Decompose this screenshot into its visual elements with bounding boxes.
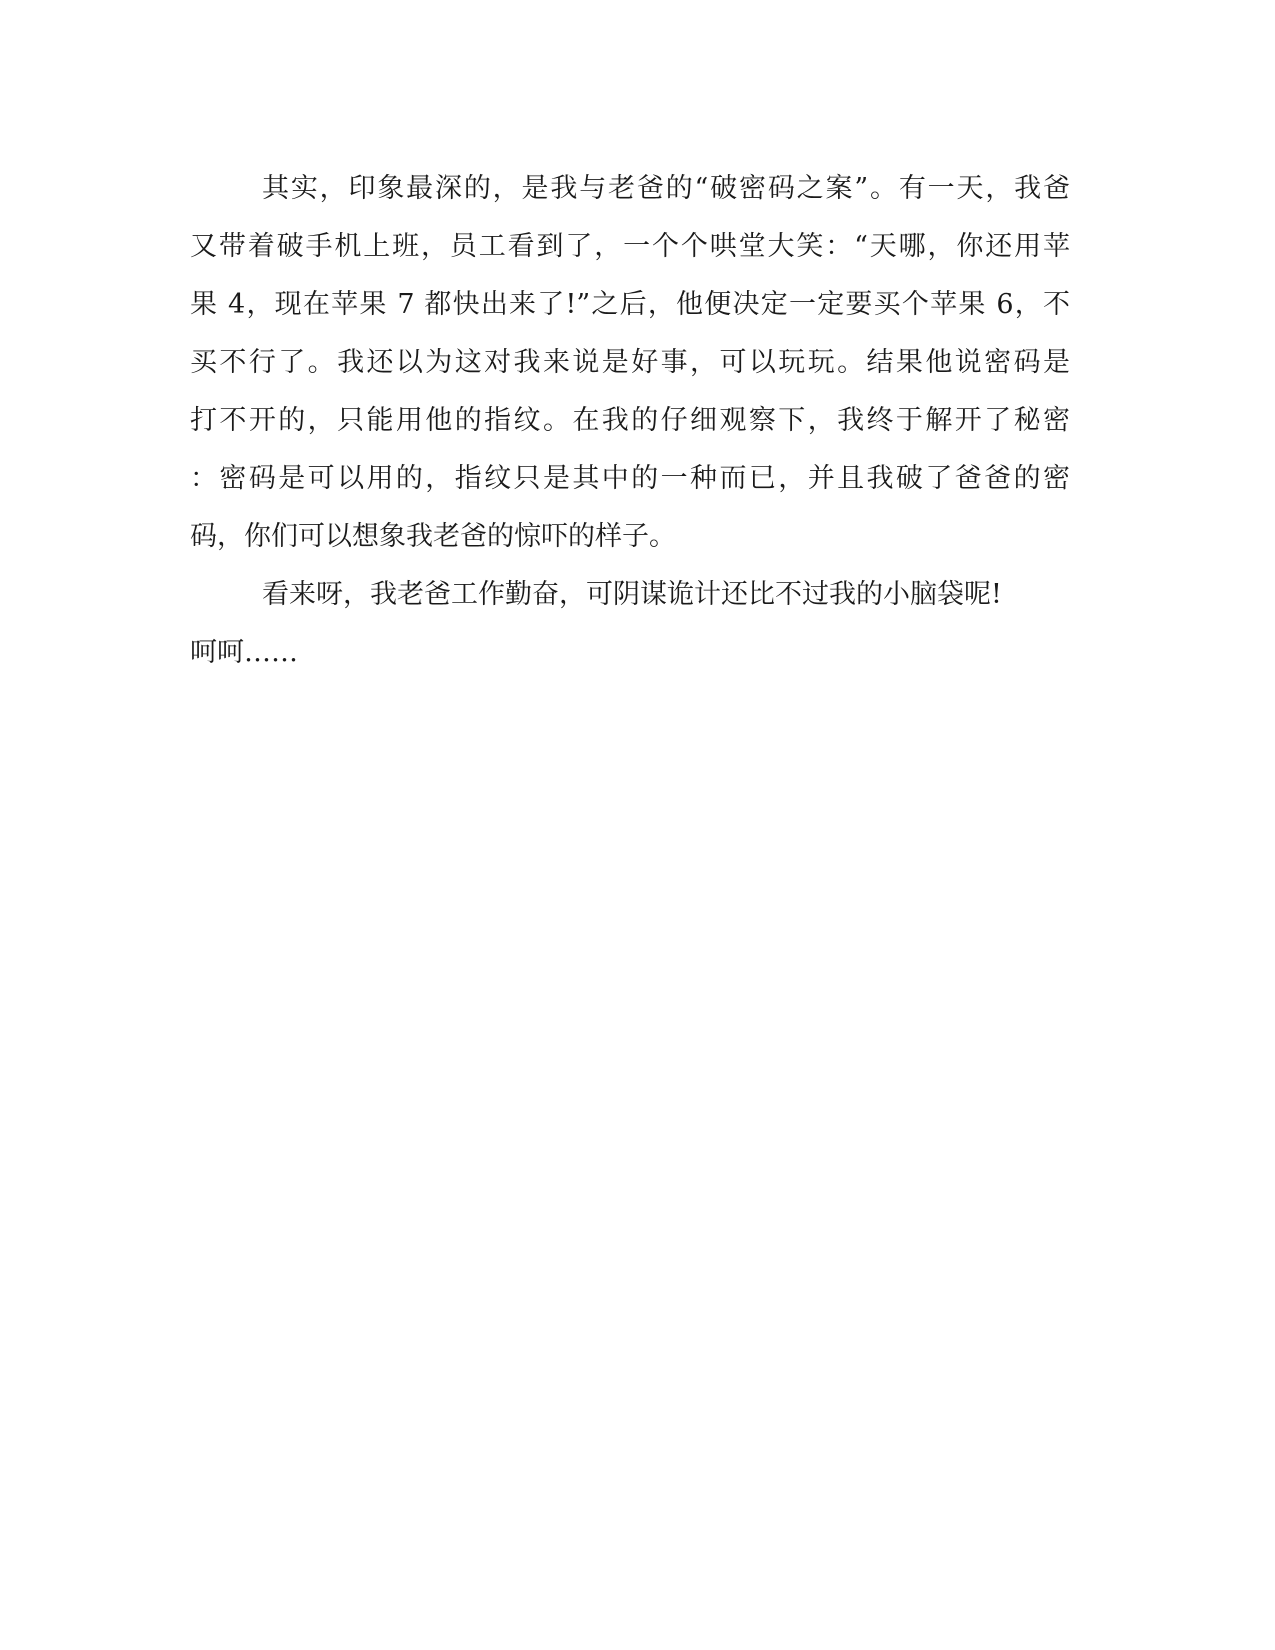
paragraph-line: 买不行了。我还以为这对我来说是好事，可以玩玩。结果他说密码是 [190,347,1070,378]
paragraph-line: ：密码是可以用的，指纹只是其中的一种而已，并且我破了爸爸的密 [190,463,1070,494]
paragraph-line: 码，你们可以想象我老爸的惊吓的样子。 [190,521,676,552]
paragraph-1 [190,160,1070,566]
paragraph-line: 果 4，现在苹果 7 都快出来了!”之后，他便决定一定要买个苹果 6，不 [190,289,1070,320]
paragraph-line: 看来呀，我老爸工作勤奋，可阴谋诡计还比不过我的小脑袋呢! [262,579,1002,610]
paragraph-line: 呵呵…… [190,637,298,668]
paragraph-2 [190,566,1070,682]
paragraph-line: 又带着破手机上班，员工看到了，一个个哄堂大笑：“天哪，你还用苹 [190,231,1070,262]
document-body [190,160,1070,682]
paragraph-line: 打不开的，只能用他的指纹。在我的仔细观察下，我终于解开了秘密 [190,405,1070,436]
paragraph-line: 其实，印象最深的，是我与老爸的“破密码之案”。有一天，我爸 [262,173,1070,204]
